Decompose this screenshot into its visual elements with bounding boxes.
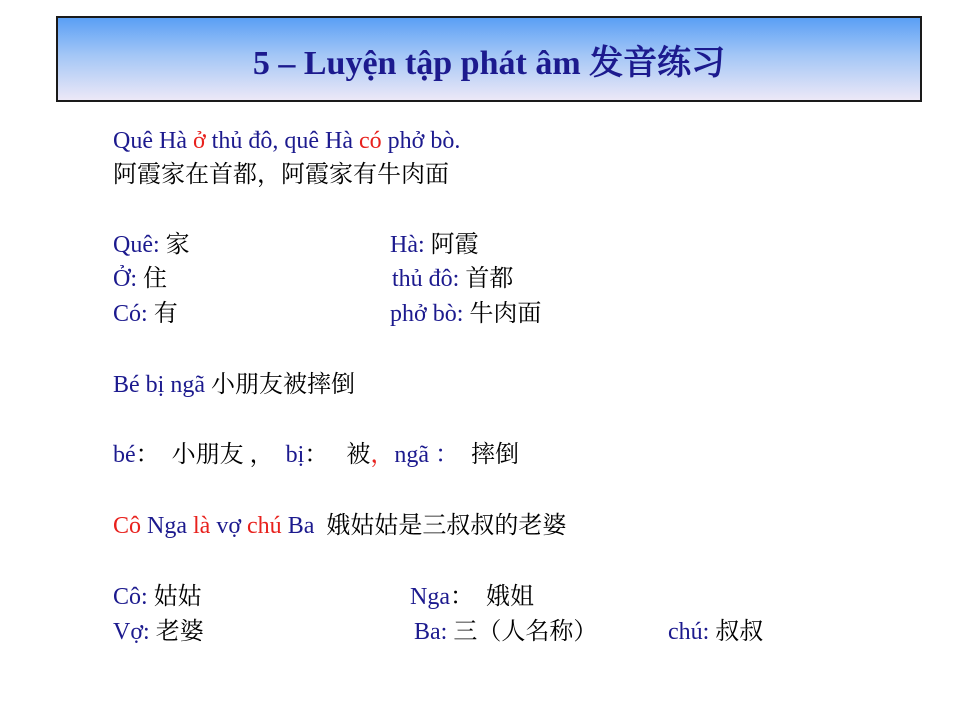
sentence-3-translation: 娥姑姑是三叔叔的老婆 [314, 513, 567, 539]
vocab-meaning: 住 [137, 266, 167, 292]
title-banner [56, 16, 922, 102]
sentence-1-translation: 阿霞家在首都，阿霞家有牛肉面 [113, 162, 449, 188]
vocab-meaning: ： 被 [304, 442, 371, 468]
vocab-meaning: 阿霞 [424, 232, 479, 258]
vocab-o [113, 264, 167, 294]
vocab-word: Cô: [113, 584, 148, 610]
sentence-3-part-highlight: Cô [113, 513, 142, 539]
vocab-word: chú: [668, 619, 710, 645]
vocab-meaning: ： 小朋友 ， [135, 442, 274, 468]
sentence-3-part-highlight: chú [247, 513, 282, 539]
vocab-meaning: 摔倒 [458, 442, 519, 468]
vocab-meaning: 家 [159, 232, 190, 258]
vocab-word: phở bò: [390, 301, 464, 327]
vocab-word: Ba: [414, 619, 448, 645]
sentence-3-part: Ba [281, 513, 315, 539]
vocab-co [113, 299, 178, 329]
vocab-meaning: 姑姑 [147, 584, 202, 610]
sentence-1-part: Quê Hà [113, 128, 193, 154]
sentence-3-part-highlight: là [193, 513, 211, 539]
vocab-ba [414, 617, 597, 647]
vocab-word: bị [273, 442, 305, 468]
vocab-thudo [392, 264, 513, 294]
vocab-ha [390, 230, 479, 260]
slide-title: 5 – Luyện tập phát âm 发音练习 [252, 44, 726, 82]
sentence-1-part: thủ đô, quê Hà [205, 128, 359, 154]
vocab-word: Có: [113, 301, 148, 327]
sentence-2-translation: 小朋友被摔倒 [204, 372, 355, 398]
vocab-meaning: 老婆 [149, 619, 204, 645]
vocab-nga-3 [410, 582, 534, 612]
sentence-3-part: vợ [210, 513, 248, 539]
sentence-2 [113, 370, 355, 400]
vocab-que [113, 230, 190, 260]
sentence-1-part: phở bò. [381, 128, 461, 154]
vocab-meaning: 三（人名称） [447, 619, 598, 645]
vocab-co-3 [113, 582, 202, 612]
vocab-meaning: 首都 [459, 266, 514, 292]
vocab-line-2 [113, 440, 519, 470]
vocab-meaning: 叔叔 [709, 619, 764, 645]
vocab-meaning: 牛肉面 [463, 301, 542, 327]
vocab-word: Nga [410, 584, 450, 610]
vocab-phobo [390, 299, 541, 329]
sentence-3-part: Nga [141, 513, 193, 539]
vocab-meaning: 有 [147, 301, 178, 327]
vocab-chu [668, 617, 763, 647]
vocab-word: Ở: [113, 266, 137, 292]
vocab-word: ngã ： [394, 442, 459, 468]
sentence-2-vietnamese: Bé bị ngã [113, 372, 205, 398]
vocab-word: thủ đô: [392, 266, 460, 292]
vocab-word: Quê: [113, 232, 160, 258]
red-comma: ， [370, 442, 395, 468]
vocab-word: Vợ: [113, 619, 150, 645]
sentence-1-part-highlight: ở [192, 128, 206, 154]
vocab-word: Hà: [390, 232, 425, 258]
sentence-1-part-highlight: có [358, 128, 382, 154]
vocab-meaning: ： 娥姐 [449, 584, 534, 610]
sentence-1-vietnamese [113, 126, 460, 156]
vocab-vo [113, 617, 204, 647]
vocab-word: bé [113, 442, 136, 468]
sentence-3 [113, 511, 566, 541]
